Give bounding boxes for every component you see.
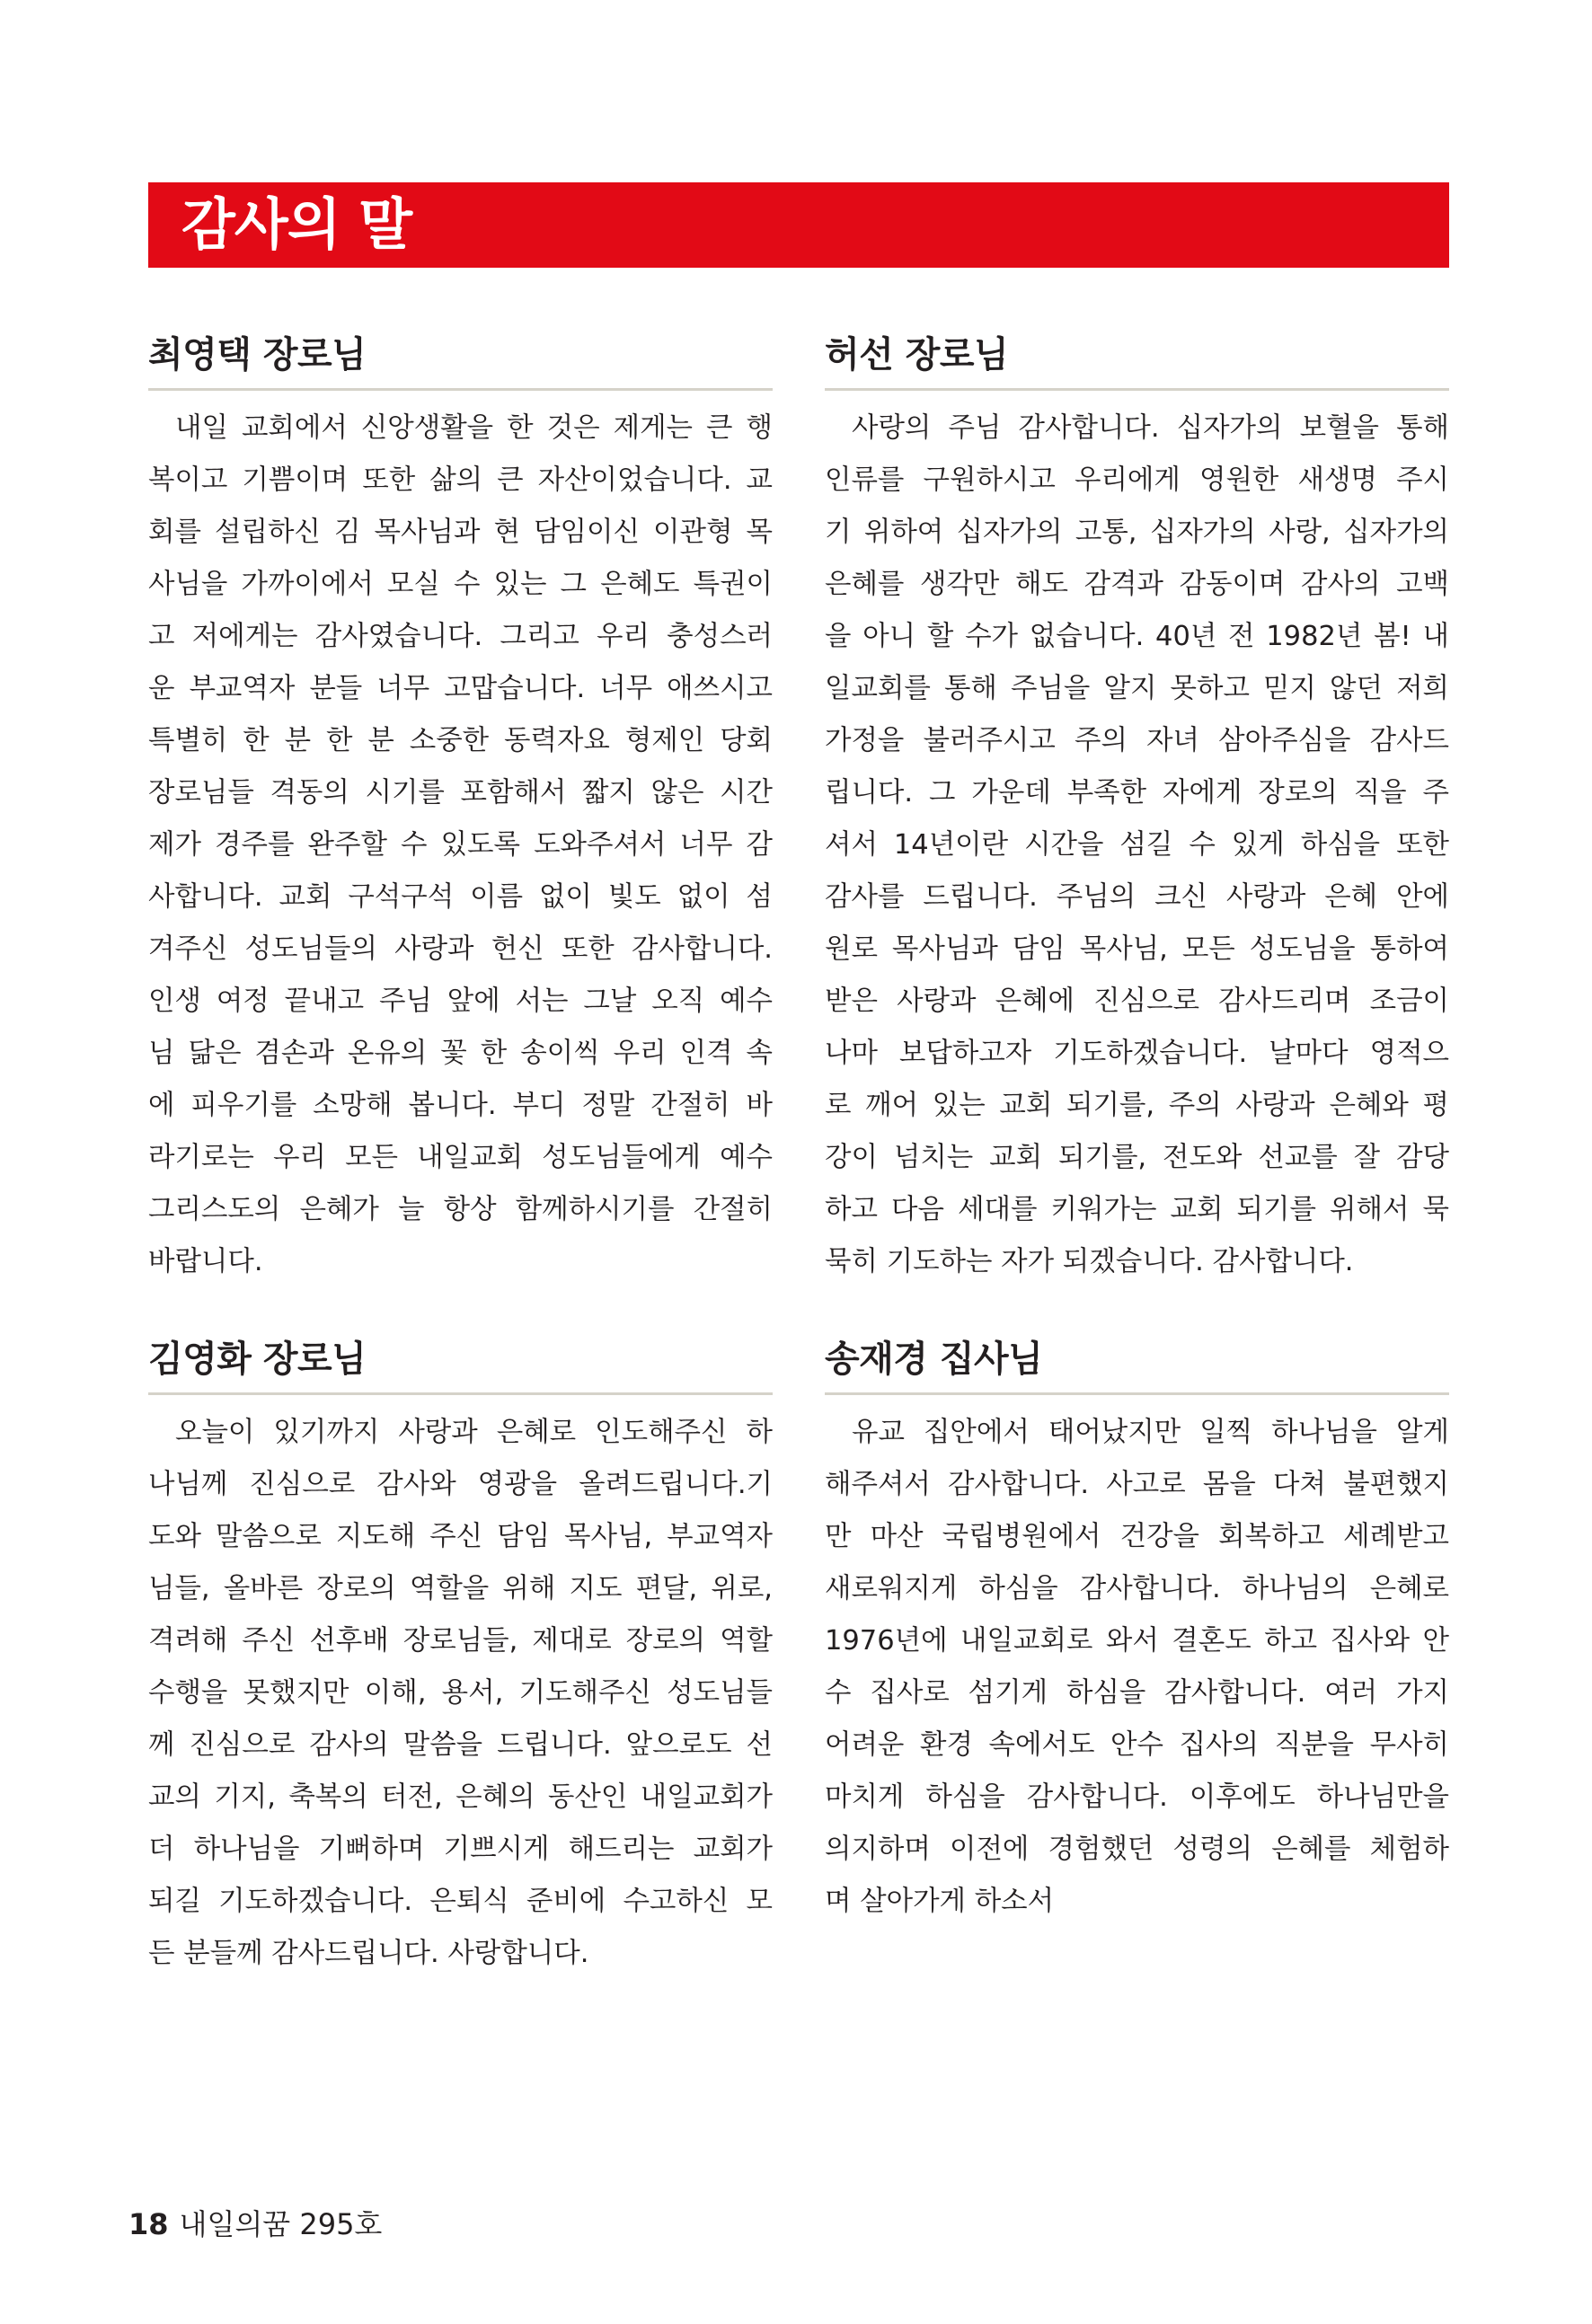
publication-name: 내일의꿈 295호 xyxy=(179,2207,383,2241)
body-line: 받은 사랑과 은혜에 진심으로 감사드리며 조금이 xyxy=(825,985,1449,1017)
body-line: 마치게 하심을 감사합니다. 이후에도 하나님만을 xyxy=(825,1781,1449,1813)
body-line: 을 아니 할 수가 없습니다. 40년 전 1982년 봄! 내 xyxy=(825,621,1449,652)
body-line: 되길 기도하겠습니다. 은퇴식 준비에 수고하신 모 xyxy=(148,1886,773,1917)
article-body xyxy=(148,402,773,1288)
article-body xyxy=(825,402,1449,1288)
body-line: 해주셔서 감사합니다. 사고로 몸을 다쳐 불편했지 xyxy=(825,1469,1449,1500)
article-title: 김영화 장로님 xyxy=(148,1339,367,1380)
body-line: 겨주신 성도님들의 사랑과 헌신 또한 감사합니다. xyxy=(148,933,773,965)
body-line: 나님께 진심으로 감사와 영광을 올려드립니다.기 xyxy=(148,1469,773,1500)
body-line: 일교회를 통해 주님을 알지 못하고 믿지 않던 저희 xyxy=(825,673,1449,704)
body-line: 나마 보답하고자 기도하겠습니다. 날마다 영적으 xyxy=(825,1038,1449,1069)
body-line: 께 진심으로 감사의 말씀을 드립니다. 앞으로도 선 xyxy=(148,1729,773,1761)
body-line: 셔서 14년이란 시간을 섬길 수 있게 하심을 또한 xyxy=(825,829,1449,861)
body-line: 수 집사로 섬기게 하심을 감사합니다. 여러 가지 xyxy=(825,1677,1449,1709)
body-line: 새로워지게 하심을 감사합니다. 하나님의 은혜로 xyxy=(825,1573,1449,1604)
body-line: 라기로는 우리 모든 내일교회 성도님들에게 예수 xyxy=(148,1142,773,1173)
body-line: 운 부교역자 분들 너무 고맙습니다. 너무 애쓰시고 xyxy=(148,673,773,704)
body-line: 내일 교회에서 신앙생활을 한 것은 제게는 큰 행 xyxy=(175,412,773,444)
body-line: 인류를 구원하시고 우리에게 영원한 새생명 주시 xyxy=(825,464,1449,496)
body-line: 사님을 가까이에서 모실 수 있는 그 은혜도 특권이 xyxy=(148,569,773,600)
body-line: 만 마산 국립병원에서 건강을 회복하고 세례받고 xyxy=(825,1521,1449,1552)
body-line: 유교 집안에서 태어났지만 일찍 하나님을 알게 xyxy=(852,1417,1449,1448)
section-banner xyxy=(148,182,1449,268)
body-line: 기 위하여 십자가의 고통, 십자가의 사랑, 십자가의 xyxy=(825,517,1449,548)
body-line: 에 피우기를 소망해 봅니다. 부디 정말 간절히 바 xyxy=(148,1090,773,1121)
body-line: 강이 넘치는 교회 되기를, 전도와 선교를 잘 감당 xyxy=(825,1142,1449,1173)
title-underline xyxy=(825,388,1449,391)
body-line: 더 하나님을 기뻐하며 기쁘시게 해드리는 교회가 xyxy=(148,1834,773,1865)
body-line: 격려해 주신 선후배 장로님들, 제대로 장로의 역할 xyxy=(148,1625,773,1657)
body-line: 묵히 기도하는 자가 되겠습니다. 감사합니다. xyxy=(825,1246,1354,1277)
body-line: 님 닮은 겸손과 온유의 꽃 한 송이씩 우리 인격 속 xyxy=(148,1038,773,1069)
page-number: 18 xyxy=(128,2207,169,2241)
body-line: 회를 설립하신 김 목사님과 현 담임이신 이관형 목 xyxy=(148,517,773,548)
body-line: 며 살아가게 하소서 xyxy=(825,1886,1055,1917)
body-line: 장로님들 격동의 시기를 포함해서 짧지 않은 시간 xyxy=(148,777,773,809)
article-title: 허선 장로님 xyxy=(825,334,1009,376)
body-line: 특별히 한 분 한 분 소중한 동력자요 형제인 당회 xyxy=(148,725,773,756)
body-line: 로 깨어 있는 교회 되기를, 주의 사랑과 은혜와 평 xyxy=(825,1090,1449,1121)
body-line: 인생 여정 끝내고 주님 앞에 서는 그날 오직 예수 xyxy=(148,985,773,1017)
article-title: 송재경 집사님 xyxy=(825,1339,1043,1380)
body-line: 바랍니다. xyxy=(148,1246,263,1277)
body-line: 그리스도의 은혜가 늘 항상 함께하시기를 간절히 xyxy=(148,1194,773,1225)
article-title: 최영택 장로님 xyxy=(148,334,367,376)
body-line: 복이고 기쁨이며 또한 삶의 큰 자산이었습니다. 교 xyxy=(148,464,773,496)
body-line: 도와 말씀으로 지도해 주신 담임 목사님, 부교역자 xyxy=(148,1521,773,1552)
body-line: 1976년에 내일교회로 와서 결혼도 하고 집사와 안 xyxy=(825,1625,1449,1657)
body-line: 하고 다음 세대를 키워가는 교회 되기를 위해서 묵 xyxy=(825,1194,1449,1225)
body-line: 감사를 드립니다. 주님의 크신 사랑과 은혜 안에 xyxy=(825,881,1449,913)
body-line: 사랑의 주님 감사합니다. 십자가의 보혈을 통해 xyxy=(852,412,1449,444)
page-footer xyxy=(128,2204,382,2245)
body-line: 든 분들께 감사드립니다. 사랑합니다. xyxy=(148,1938,589,1969)
article-body xyxy=(148,1407,773,1980)
body-line: 수행을 못했지만 이해, 용서, 기도해주신 성도님들 xyxy=(148,1677,773,1709)
body-line: 사합니다. 교회 구석구석 이름 없이 빛도 없이 섬 xyxy=(148,881,773,913)
section-title: 감사의 말 xyxy=(181,191,412,257)
title-underline xyxy=(148,388,773,391)
body-line: 님들, 올바른 장로의 역할을 위해 지도 편달, 위로, xyxy=(148,1573,773,1604)
body-line: 원로 목사님과 담임 목사님, 모든 성도님을 통하여 xyxy=(825,933,1449,965)
body-line: 가정을 불러주시고 주의 자녀 삼아주심을 감사드 xyxy=(825,725,1449,756)
body-line: 교의 기지, 축복의 터전, 은혜의 동산인 내일교회가 xyxy=(148,1781,773,1813)
body-line: 오늘이 있기까지 사랑과 은혜로 인도해주신 하 xyxy=(175,1417,773,1448)
title-underline xyxy=(825,1392,1449,1395)
body-line: 고 저에게는 감사였습니다. 그리고 우리 충성스러 xyxy=(148,621,773,652)
body-line: 의지하며 이전에 경험했던 성령의 은혜를 체험하 xyxy=(825,1834,1449,1865)
body-line: 립니다. 그 가운데 부족한 자에게 장로의 직을 주 xyxy=(825,777,1449,809)
title-underline xyxy=(148,1392,773,1395)
body-line: 은혜를 생각만 해도 감격과 감동이며 감사의 고백 xyxy=(825,569,1449,600)
article-body xyxy=(825,1407,1449,1928)
body-line: 제가 경주를 완주할 수 있도록 도와주셔서 너무 감 xyxy=(148,829,773,861)
body-line: 어려운 환경 속에서도 안수 집사의 직분을 무사히 xyxy=(825,1729,1449,1761)
